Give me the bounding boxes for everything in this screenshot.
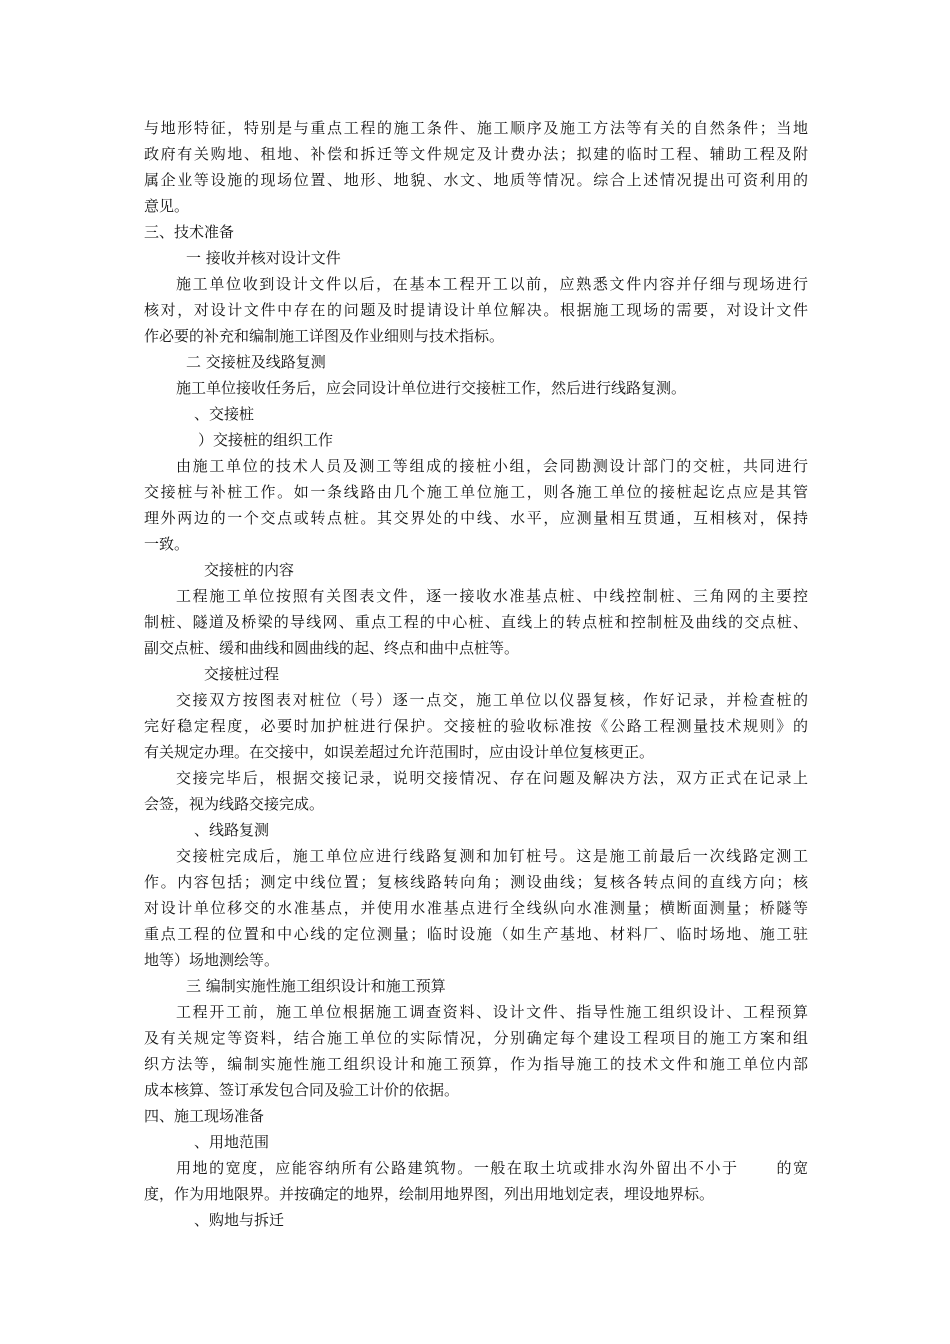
- body-text-line: 理外两边的一个交点或转点桩。其交界处的中线、水平，应测量相互贯通，互相核对，保持: [144, 509, 808, 527]
- item-heading: ）交接桩的组织工作: [198, 431, 334, 449]
- body-text-line: 核对，对设计文件中存在的问题及时提请设计单位解决。根据施工现场的需要，对设计文件: [144, 301, 808, 319]
- item-heading: 、交接桩: [194, 405, 255, 423]
- body-text-line: 织方法等，编制实施性施工组织设计和施工预算，作为指导施工的技术文件和施工单位内部: [144, 1055, 808, 1073]
- body-text-line: 施工单位接收任务后，应会同设计单位进行交接桩工作，然后进行线路复测。: [176, 379, 687, 397]
- body-text-line: 副交点桩、缓和曲线和圆曲线的起、终点和曲中点桩等。: [144, 639, 520, 657]
- subsection-heading: 二 交接桩及线路复测: [186, 353, 326, 371]
- body-text-line: 政府有关购地、租地、补偿和拆迁等文件规定及计费办法；拟建的临时工程、辅助工程及附: [144, 145, 808, 163]
- section-heading: 三、技术准备: [144, 223, 235, 241]
- body-text-line: 由施工单位的技术人员及测工等组成的接桩小组，会同勘测设计部门的交桩，共同进行: [176, 457, 808, 475]
- body-text-line: 度，作为用地限界。并按确定的地界，绘制用地界图，列出用地划定表，埋设地界标。: [144, 1185, 715, 1203]
- body-text-line: 意见。: [144, 197, 190, 215]
- body-text-line: 一致。: [144, 535, 190, 553]
- body-text-line: 交接桩与补桩工作。如一条线路由几个施工单位施工，则各施工单位的接桩起讫点应是其管: [144, 483, 808, 501]
- body-text-line: 成本核算、签订承发包合同及验工计价的依据。: [144, 1081, 460, 1099]
- body-text-line: 施工单位收到设计文件以后，在基本工程开工以前，应熟悉文件内容并仔细与现场进行: [176, 275, 808, 293]
- item-heading: 交接桩的内容: [204, 561, 295, 579]
- section-heading: 四、施工现场准备: [144, 1107, 265, 1125]
- body-text-line: 工程施工单位按照有关图表文件，逐一接收水准基点桩、中线控制桩、三角网的主要控: [176, 587, 808, 605]
- body-text-line: 对设计单位移交的水准基点，并使用水准基点进行全线纵向水准测量；横断面测量；桥隧等: [144, 899, 808, 917]
- body-text-line: 制桩、隧道及桥梁的导线网、重点工程的中心桩、直线上的转点桩和控制桩及曲线的交点桩、: [144, 613, 808, 631]
- body-text-line: 重点工程的位置和中心线的定位测量；临时设施（如生产基地、材料厂、临时场地、施工驻: [144, 925, 808, 943]
- body-text-line: 地等）场地测绘等。: [144, 951, 280, 969]
- body-text-line: 交接完毕后，根据交接记录，说明交接情况、存在问题及解决方法，双方正式在记录上: [176, 769, 808, 787]
- body-text-line: 及有关规定等资料，结合施工单位的实际情况，分别确定每个建设工程项目的施工方案和组: [144, 1029, 808, 1047]
- body-text-line: 交接双方按图表对桩位（号）逐一点交，施工单位以仪器复核，作好记录，并检查桩的: [176, 691, 808, 709]
- body-text-line: 工程开工前，施工单位根据施工调查资料、设计文件、指导性施工组织设计、工程预算: [176, 1003, 808, 1021]
- body-text-line: 作。内容包括；测定中线位置；复核线路转向角；测设曲线；复核各转点间的直线方向；核: [144, 873, 808, 891]
- body-text-line: 交接桩完成后，施工单位应进行线路复测和加钉桩号。这是施工前最后一次线路定测工: [176, 847, 808, 865]
- body-text-line: 用地的宽度，应能容纳所有公路建筑物。一般在取土坑或排水沟外留出不小于 的宽: [176, 1159, 808, 1177]
- subsection-heading: 一 接收并核对设计文件: [186, 249, 341, 267]
- item-heading: 交接桩过程: [204, 665, 280, 683]
- body-text-line: 与地形特征，特别是与重点工程的施工条件、施工顺序及施工方法等有关的自然条件；当地: [144, 119, 808, 137]
- item-heading: 、线路复测: [194, 821, 270, 839]
- body-text-line: 有关规定办理。在交接中，如误差超过允许范围时，应由设计单位复核更正。: [144, 743, 655, 761]
- body-text-line: 属企业等设施的现场位置、地形、地貌、水文、地质等情况。综合上述情况提出可资利用的: [144, 171, 808, 189]
- item-heading: 、购地与拆迁: [194, 1211, 285, 1229]
- body-text-line: 会签，视为线路交接完成。: [144, 795, 325, 813]
- subsection-heading: 三 编制实施性施工组织设计和施工预算: [186, 977, 446, 995]
- body-text-line: 完好稳定程度，必要时加护桩进行保护。交接桩的验收标准按《公路工程测量技术规则》的: [144, 717, 808, 735]
- item-heading: 、用地范围: [194, 1133, 270, 1151]
- body-text-line: 作必要的补充和编制施工详图及作业细则与技术指标。: [144, 327, 505, 345]
